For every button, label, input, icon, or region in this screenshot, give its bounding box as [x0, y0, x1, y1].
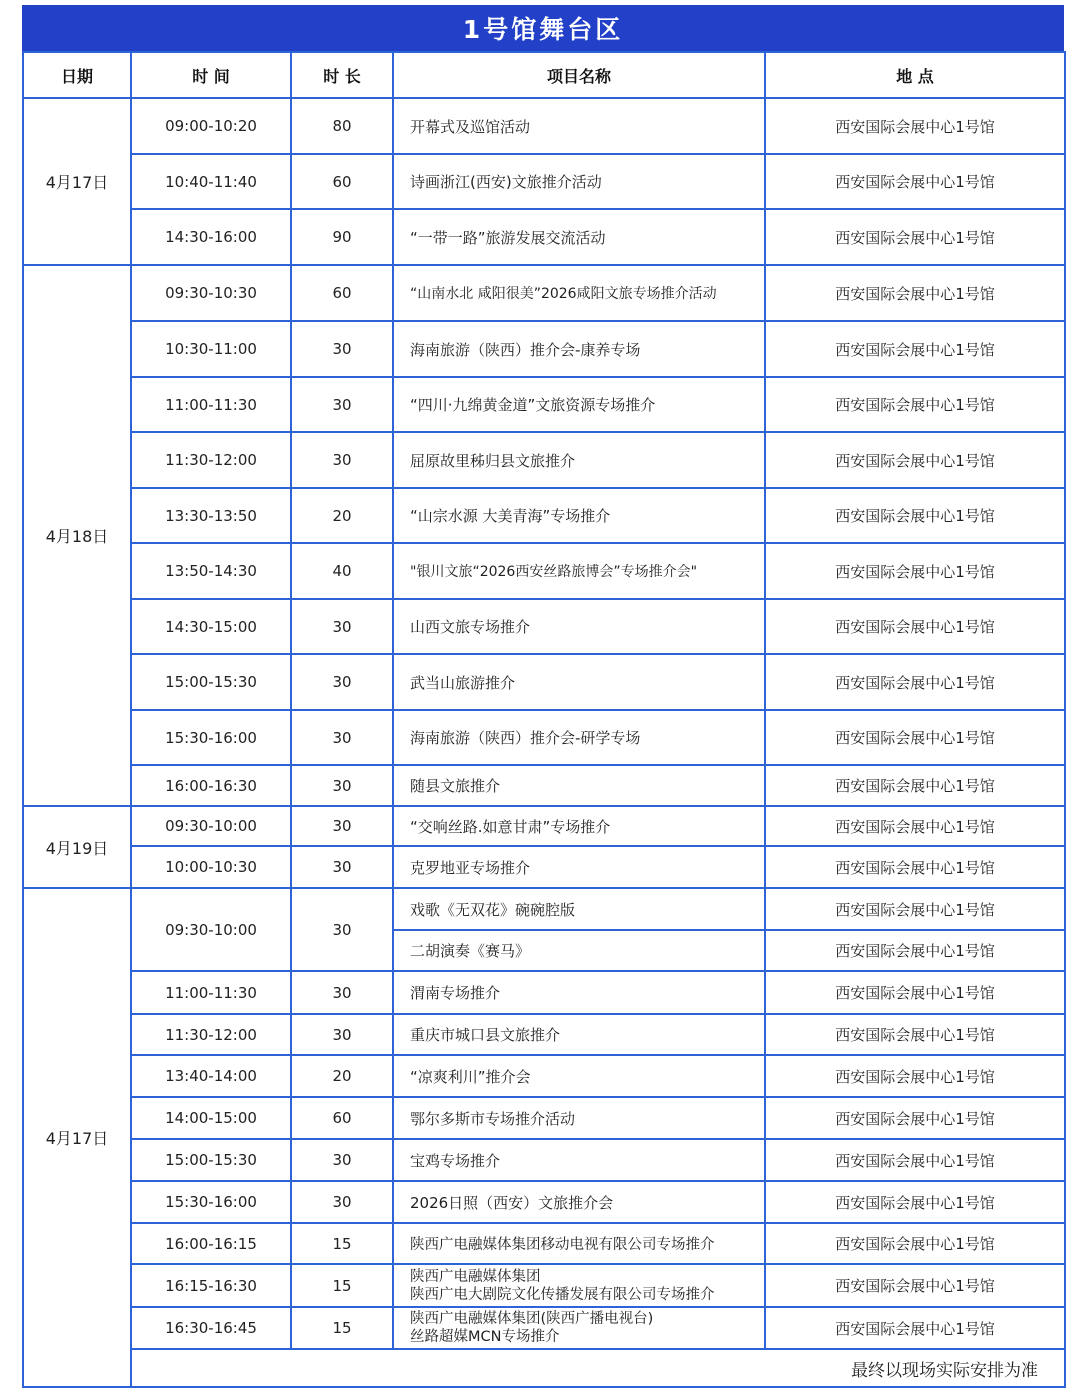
header-row: [23, 52, 1065, 98]
location-cell: 西安国际会展中心1号馆: [765, 1014, 1065, 1055]
project-cell: 海南旅游（陕西）推介会-康养专场: [393, 321, 765, 377]
schedule-table: [22, 51, 1066, 1388]
location-cell: 西安国际会展中心1号馆: [765, 432, 1065, 488]
duration-cell: 60: [291, 154, 393, 209]
table-row: [23, 1055, 1065, 1097]
location-cell: 西安国际会展中心1号馆: [765, 888, 1065, 930]
table-row: [23, 971, 1065, 1014]
table-row: [23, 488, 1065, 543]
duration-cell: 30: [291, 432, 393, 488]
table-row: [23, 846, 1065, 888]
project-line: 陕西广电融媒体集团: [410, 1268, 541, 1285]
date-cell: 4月19日: [23, 806, 131, 888]
schedule-sheet: [22, 5, 1064, 1388]
time-cell: 09:00-10:20: [131, 98, 291, 154]
time-cell: 16:15-16:30: [131, 1264, 291, 1307]
time-cell: 13:30-13:50: [131, 488, 291, 543]
footer-row: [23, 1349, 1065, 1387]
table-row: [23, 1139, 1065, 1181]
location-cell: 西安国际会展中心1号馆: [765, 765, 1065, 806]
location-cell: 西安国际会展中心1号馆: [765, 1055, 1065, 1097]
time-cell: 15:30-16:00: [131, 710, 291, 765]
project-cell: “四川·九绵黄金道”文旅资源专场推介: [393, 377, 765, 432]
location-cell: 西安国际会展中心1号馆: [765, 488, 1065, 543]
location-cell: 西安国际会展中心1号馆: [765, 599, 1065, 654]
project-cell: 渭南专场推介: [393, 971, 765, 1014]
table-row: [23, 377, 1065, 432]
header-project: 项目名称: [393, 52, 765, 98]
location-cell: 西安国际会展中心1号馆: [765, 846, 1065, 888]
time-cell: 09:30-10:30: [131, 265, 291, 321]
project-cell: 随县文旅推介: [393, 765, 765, 806]
duration-cell: 30: [291, 321, 393, 377]
duration-cell: 30: [291, 1014, 393, 1055]
duration-cell: 15: [291, 1223, 393, 1264]
duration-cell: 20: [291, 1055, 393, 1097]
location-cell: 西安国际会展中心1号馆: [765, 1264, 1065, 1307]
project-cell: 2026日照（西安）文旅推介会: [393, 1181, 765, 1223]
duration-cell: 15: [291, 1307, 393, 1349]
location-cell: 西安国际会展中心1号馆: [765, 321, 1065, 377]
table-row: [23, 1264, 1065, 1307]
time-cell: 15:30-16:00: [131, 1181, 291, 1223]
date-cell: 4月17日: [23, 888, 131, 1387]
location-cell: 西安国际会展中心1号馆: [765, 1307, 1065, 1349]
header-date: 日期: [23, 52, 131, 98]
project-cell: [393, 1307, 765, 1349]
project-line: 丝路超媒MCN专场推介: [410, 1329, 560, 1345]
location-cell: 西安国际会展中心1号馆: [765, 543, 1065, 599]
table-row: [23, 543, 1065, 599]
project-cell: 山西文旅专场推介: [393, 599, 765, 654]
duration-cell: 30: [291, 888, 393, 971]
location-cell: 西安国际会展中心1号馆: [765, 209, 1065, 265]
project-cell: 二胡演奏《赛马》: [393, 930, 765, 971]
duration-cell: 30: [291, 806, 393, 846]
table-row: [23, 1181, 1065, 1223]
time-cell: 09:30-10:00: [131, 888, 291, 971]
time-cell: 11:00-11:30: [131, 971, 291, 1014]
project-cell: “山宗水源 大美青海”专场推介: [393, 488, 765, 543]
time-cell: 10:40-11:40: [131, 154, 291, 209]
location-cell: 西安国际会展中心1号馆: [765, 654, 1065, 710]
location-cell: 西安国际会展中心1号馆: [765, 971, 1065, 1014]
project-cell: 海南旅游（陕西）推介会-研学专场: [393, 710, 765, 765]
project-cell: 重庆市城口县文旅推介: [393, 1014, 765, 1055]
header-location: 地 点: [765, 52, 1065, 98]
location-cell: 西安国际会展中心1号馆: [765, 930, 1065, 971]
table-row: [23, 806, 1065, 846]
table-row: [23, 1223, 1065, 1264]
duration-cell: 90: [291, 209, 393, 265]
duration-cell: 30: [291, 1139, 393, 1181]
time-cell: 14:30-16:00: [131, 209, 291, 265]
time-cell: 14:00-15:00: [131, 1097, 291, 1139]
duration-cell: 20: [291, 488, 393, 543]
time-cell: 10:00-10:30: [131, 846, 291, 888]
table-row: [23, 321, 1065, 377]
duration-cell: 80: [291, 98, 393, 154]
table-row: [23, 1307, 1065, 1349]
location-cell: 西安国际会展中心1号馆: [765, 1139, 1065, 1181]
project-cell: 屈原故里秭归县文旅推介: [393, 432, 765, 488]
location-cell: 西安国际会展中心1号馆: [765, 1181, 1065, 1223]
duration-cell: 60: [291, 1097, 393, 1139]
time-cell: 15:00-15:30: [131, 654, 291, 710]
table-row: [23, 265, 1065, 321]
location-cell: 西安国际会展中心1号馆: [765, 1097, 1065, 1139]
duration-cell: 60: [291, 265, 393, 321]
project-cell: “山南水北 咸阳很美”2026咸阳文旅专场推介活动: [393, 265, 765, 321]
location-cell: 西安国际会展中心1号馆: [765, 710, 1065, 765]
project-cell: 宝鸡专场推介: [393, 1139, 765, 1181]
project-cell: “一带一路”旅游发展交流活动: [393, 209, 765, 265]
time-cell: 15:00-15:30: [131, 1139, 291, 1181]
table-row: [23, 209, 1065, 265]
table-row: [23, 1014, 1065, 1055]
project-cell: "银川文旅“2026西安丝路旅博会”专场推介会": [393, 543, 765, 599]
time-cell: 13:40-14:00: [131, 1055, 291, 1097]
project-cell: “凉爽利川”推介会: [393, 1055, 765, 1097]
time-cell: 11:30-12:00: [131, 1014, 291, 1055]
date-cell: 4月18日: [23, 265, 131, 806]
duration-cell: 30: [291, 846, 393, 888]
table-row: [23, 599, 1065, 654]
table-row: [23, 888, 1065, 930]
header-duration: 时 长: [291, 52, 393, 98]
footer-note: 最终以现场实际安排为准: [131, 1349, 1065, 1387]
project-cell: [393, 1264, 765, 1307]
project-cell: 陕西广电融媒体集团移动电视有限公司专场推介: [393, 1223, 765, 1264]
time-cell: 16:00-16:30: [131, 765, 291, 806]
time-cell: 13:50-14:30: [131, 543, 291, 599]
duration-cell: 30: [291, 599, 393, 654]
project-cell: 戏歌《无双花》碗碗腔版: [393, 888, 765, 930]
location-cell: 西安国际会展中心1号馆: [765, 806, 1065, 846]
location-cell: 西安国际会展中心1号馆: [765, 377, 1065, 432]
duration-cell: 30: [291, 765, 393, 806]
duration-cell: 30: [291, 377, 393, 432]
table-row: [23, 154, 1065, 209]
project-line: 陕西广电融媒体集团(陕西广播电视台): [410, 1311, 654, 1327]
time-cell: 09:30-10:00: [131, 806, 291, 846]
location-cell: 西安国际会展中心1号馆: [765, 265, 1065, 321]
table-row: [23, 765, 1065, 806]
project-cell: 克罗地亚专场推介: [393, 846, 765, 888]
duration-cell: 30: [291, 971, 393, 1014]
project-cell: “交响丝路.如意甘肃”专场推介: [393, 806, 765, 846]
time-cell: 14:30-15:00: [131, 599, 291, 654]
table-row: [23, 710, 1065, 765]
project-cell: 鄂尔多斯市专场推介活动: [393, 1097, 765, 1139]
time-cell: 10:30-11:00: [131, 321, 291, 377]
duration-cell: 30: [291, 710, 393, 765]
project-line: 陕西广电大剧院文化传播发展有限公司专场推介: [410, 1286, 715, 1303]
page-title: 1号馆舞台区: [22, 5, 1064, 51]
table-row: [23, 432, 1065, 488]
duration-cell: 40: [291, 543, 393, 599]
time-cell: 11:00-11:30: [131, 377, 291, 432]
project-cell: 开幕式及巡馆活动: [393, 98, 765, 154]
duration-cell: 30: [291, 654, 393, 710]
table-row: [23, 1097, 1065, 1139]
location-cell: 西安国际会展中心1号馆: [765, 98, 1065, 154]
location-cell: 西安国际会展中心1号馆: [765, 1223, 1065, 1264]
time-cell: 16:30-16:45: [131, 1307, 291, 1349]
duration-cell: 30: [291, 1181, 393, 1223]
location-cell: 西安国际会展中心1号馆: [765, 154, 1065, 209]
table-row: [23, 654, 1065, 710]
project-cell: 诗画浙江(西安)文旅推介活动: [393, 154, 765, 209]
date-cell: 4月17日: [23, 98, 131, 265]
project-cell: 武当山旅游推介: [393, 654, 765, 710]
table-row: [23, 98, 1065, 154]
time-cell: 16:00-16:15: [131, 1223, 291, 1264]
duration-cell: 15: [291, 1264, 393, 1307]
header-time: 时 间: [131, 52, 291, 98]
time-cell: 11:30-12:00: [131, 432, 291, 488]
